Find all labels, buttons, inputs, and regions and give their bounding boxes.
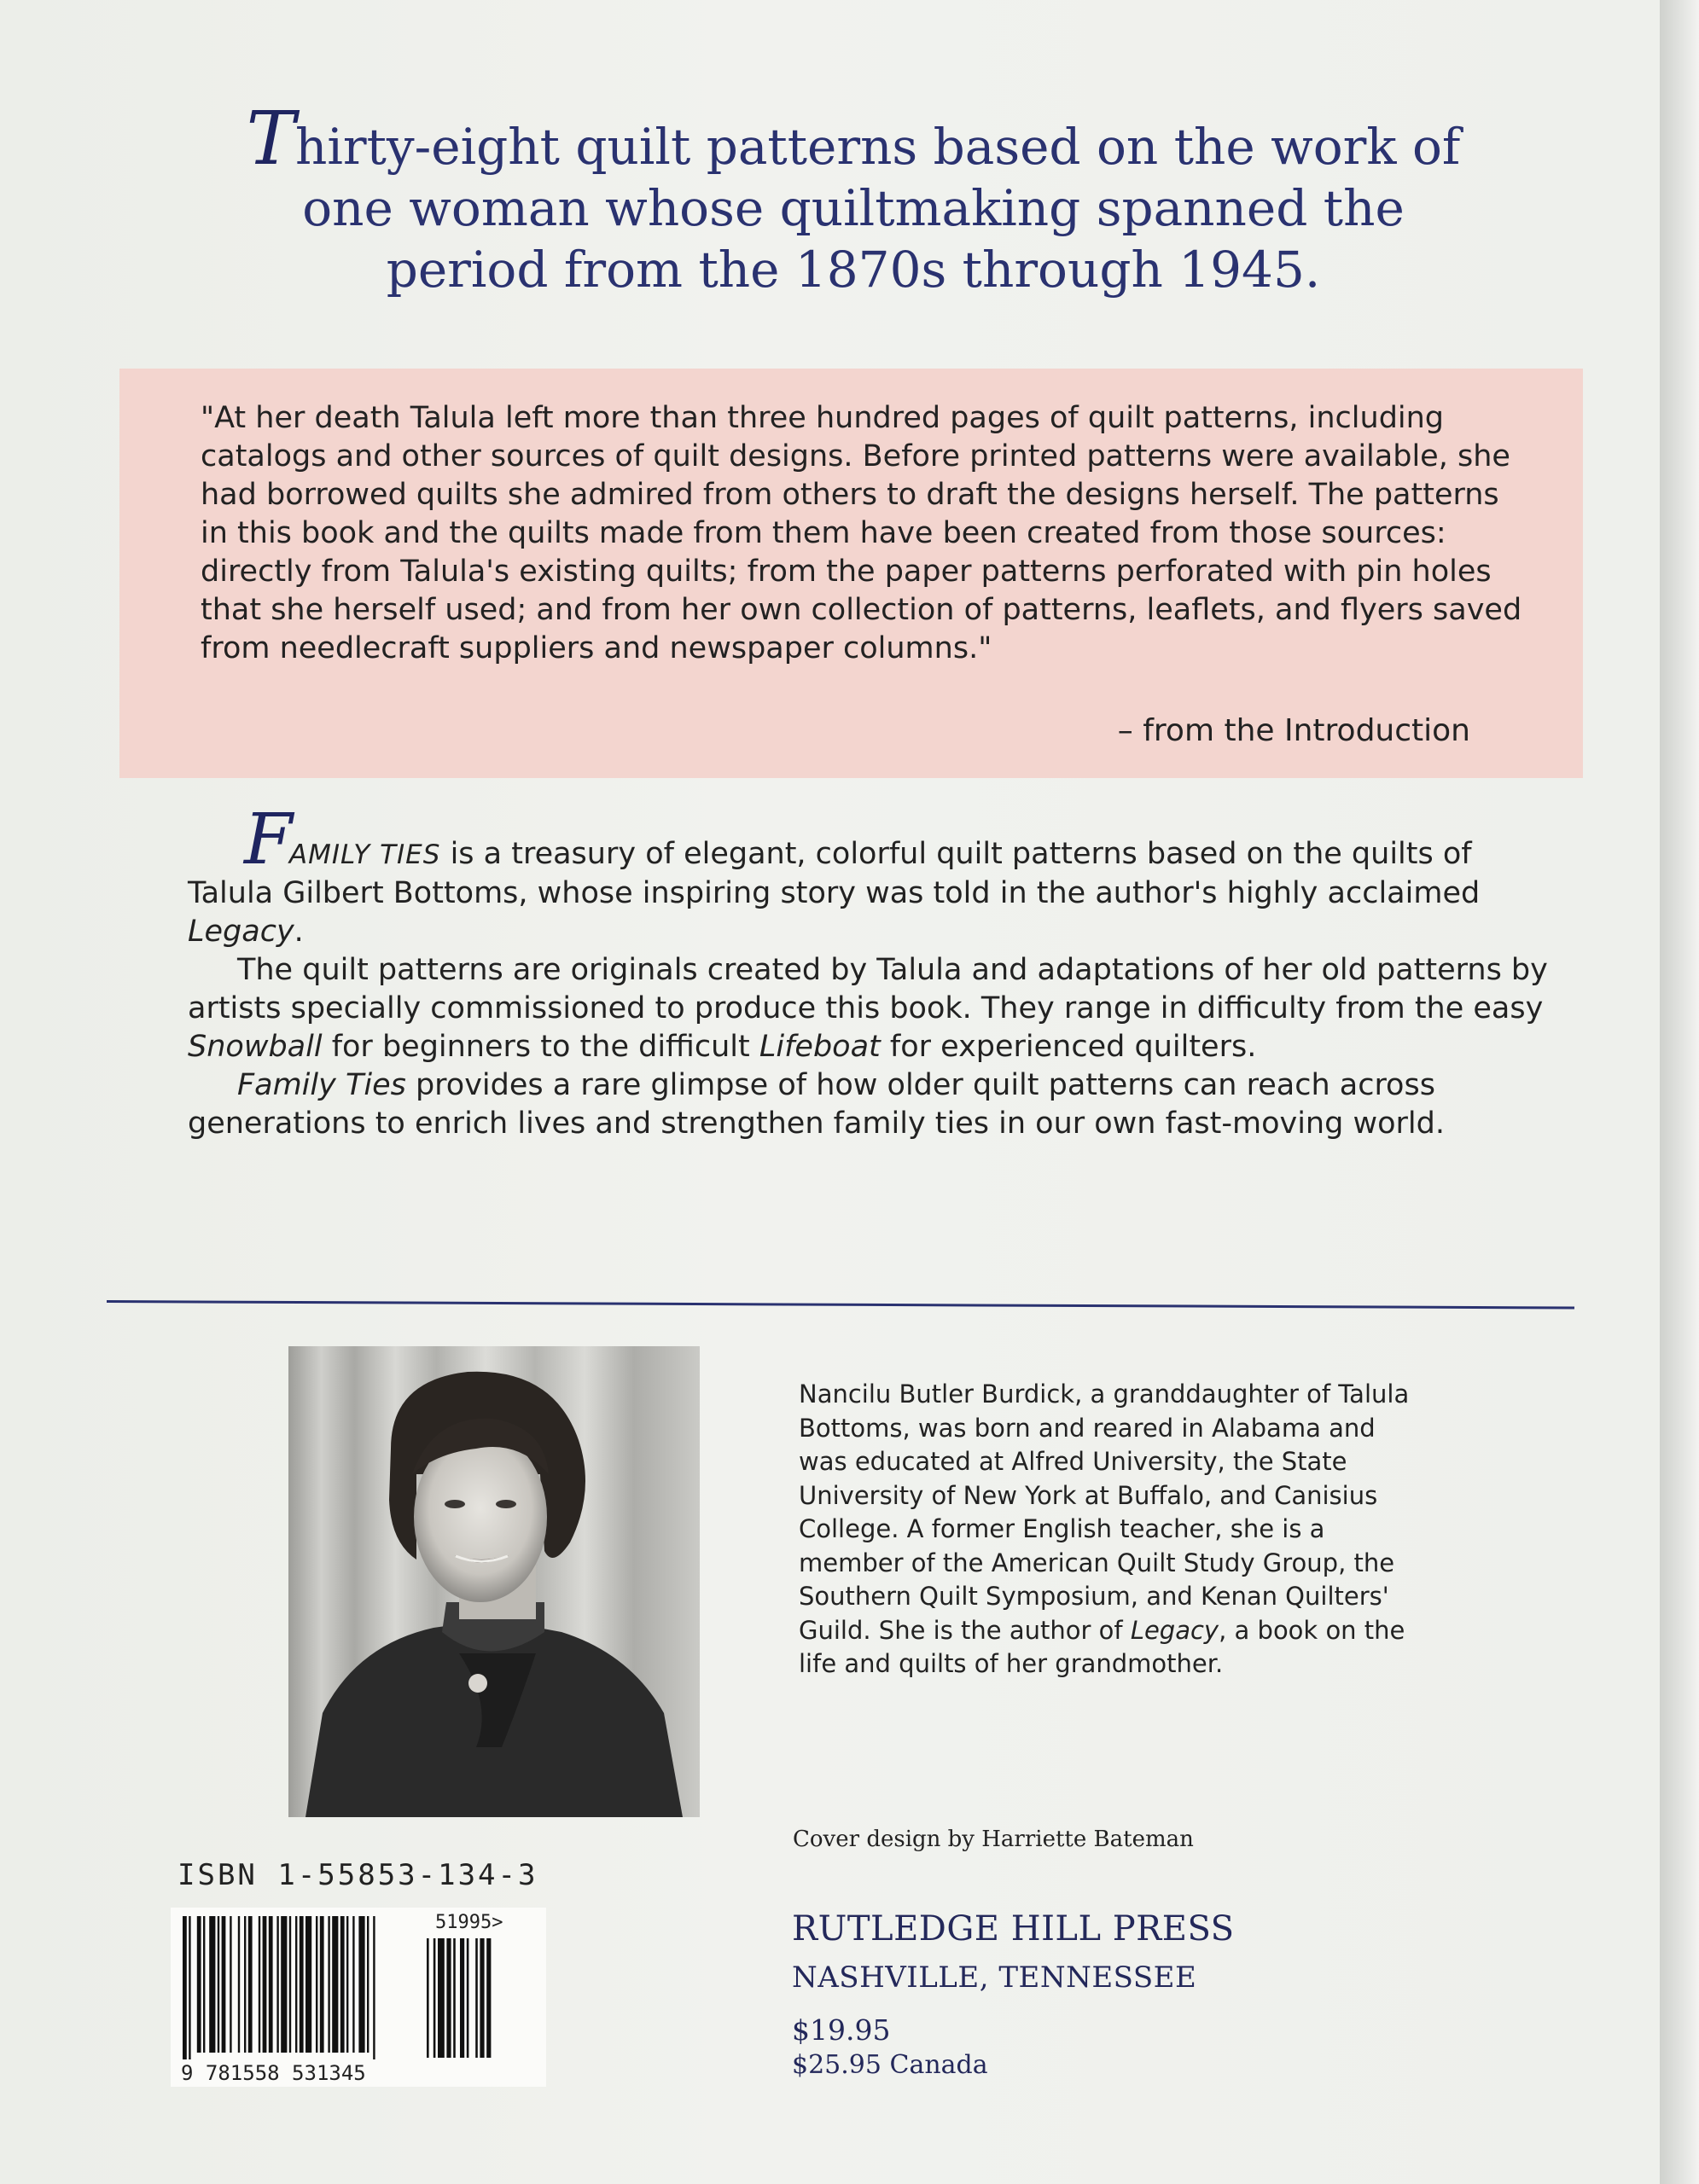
author-photo bbox=[288, 1346, 700, 1817]
author-bio bbox=[799, 1378, 1413, 1682]
snowball-title: Snowball bbox=[188, 1030, 323, 1064]
isbn: ISBN 1-55853-134-3 bbox=[177, 1858, 538, 1892]
description-text: provides a rare glimpse of how older quilt patterns can reach across generations to enrich lives and strengthen family ties in our own fast-moving world. bbox=[188, 1068, 1445, 1141]
barcode-bar bbox=[203, 1916, 205, 2053]
barcode-bar bbox=[244, 1916, 246, 2053]
author-portrait-image bbox=[288, 1346, 700, 1817]
legacy-title: Legacy bbox=[1130, 1615, 1219, 1645]
headline-initial: T bbox=[246, 96, 295, 182]
barcode-bar bbox=[373, 1916, 375, 2059]
barcode-bar bbox=[346, 1916, 348, 2053]
publisher-name: RUTLEDGE HILL PRESS bbox=[792, 1909, 1235, 1949]
barcode-bar bbox=[300, 1916, 304, 2053]
publisher-city: NASHVILLE, TENNESSEE bbox=[792, 1960, 1197, 1995]
barcode-bar bbox=[248, 1916, 253, 2053]
quote-box bbox=[119, 369, 1583, 778]
headline-line-3: period from the 1870s through 1945. bbox=[386, 241, 1321, 299]
quote-attribution: – from the Introduction bbox=[1117, 713, 1470, 748]
publisher bbox=[792, 1909, 1235, 1995]
barcode-addon-bar bbox=[460, 1938, 464, 2058]
barcode-bar bbox=[209, 1916, 215, 2053]
family-ties-title: Family Ties bbox=[237, 1068, 406, 1102]
description-initial: F bbox=[244, 799, 293, 880]
barcode-bar bbox=[340, 1916, 345, 2053]
barcode-bar bbox=[358, 1916, 364, 2053]
description-text: for beginners to the difficult bbox=[322, 1030, 759, 1064]
barcode-image bbox=[171, 1908, 546, 2087]
author-bio-text: , a book on the life and quilts of her grandmother. bbox=[799, 1615, 1405, 1678]
headline-line-1-text: hirty-eight quilt patterns based on the work of bbox=[294, 118, 1461, 176]
barcode-bar bbox=[316, 1916, 317, 2053]
barcode-bar bbox=[320, 1916, 324, 2053]
description-text: The quilt patterns are originals created by Talula and adaptations of her old patterns by artists specially commissioned to produce this book. They range in difficulty from the easy bbox=[188, 953, 1548, 1025]
price bbox=[792, 2013, 988, 2080]
barcode-bar bbox=[230, 1916, 231, 2053]
barcode-bar bbox=[289, 1916, 291, 2053]
barcode-bar bbox=[183, 1916, 187, 2059]
barcode-bar bbox=[218, 1916, 219, 2053]
barcode-bar bbox=[352, 1916, 354, 2053]
barcode-bar bbox=[328, 1916, 329, 2053]
headline-line-1 bbox=[162, 96, 1545, 182]
barcode-bar bbox=[295, 1916, 297, 2053]
description-paragraph-3 bbox=[188, 1066, 1553, 1143]
barcode-bar bbox=[281, 1916, 287, 2053]
barcode-bar bbox=[197, 1916, 201, 2053]
barcode-addon-bar bbox=[446, 1938, 451, 2058]
barcode-bar bbox=[238, 1916, 240, 2053]
barcode-bar bbox=[269, 1916, 273, 2053]
barcode-addon-bar bbox=[480, 1938, 484, 2058]
barcode-bar bbox=[189, 1916, 190, 2059]
barcode-addon-bar bbox=[475, 1938, 478, 2058]
headline bbox=[162, 96, 1545, 300]
description-text: . bbox=[294, 915, 304, 949]
description-paragraph-1 bbox=[188, 799, 1553, 951]
quote-text: "At her death Talula left more than three hundred pages of quilt patterns, including catalogs and other sources of quilt designs. Before printed patterns were available, she had borrowed quilts she admired from others to draft the designs herself. The patterns in this book and the quilts made from them have been created from those sources: directly from Talula's existing quilts; from the paper patterns perforated with pin holes that she herself used; and from her own collection of patterns, leaflets, and flyers saved from needlecraft suppliers and newspaper columns." bbox=[201, 401, 1522, 665]
author-bio-text: Nancilu Butler Burdick, a granddaughter of Talula Bottoms, was born and reared in Alabama and was educated at Alfred University, the State University of New York at Buffalo, and Canisius College. A former English teacher, she is a member of the American Quilt Study Group, the Southern Quilt Symposium, and Kenan Quilters' Guild. She is the author of bbox=[799, 1380, 1410, 1645]
cover-edge bbox=[1660, 0, 1699, 2184]
barcode-bar bbox=[332, 1916, 338, 2053]
description-text: is a treasury of elegant, colorful quilt patterns based on the quilts of Talula Gilbert Bottoms, whose inspiring story was told in the author's highly acclaimed bbox=[188, 837, 1481, 910]
barcode-addon-bar bbox=[438, 1938, 445, 2058]
price-us: $19.95 bbox=[792, 2013, 891, 2047]
description-text: for experienced quilters. bbox=[880, 1030, 1257, 1064]
price-canada: $25.95 Canada bbox=[792, 2050, 988, 2080]
barcode-bar bbox=[276, 1916, 278, 2053]
barcode-bar bbox=[259, 1916, 260, 2053]
barcode bbox=[171, 1908, 546, 2087]
barcode-bar bbox=[305, 1916, 311, 2053]
cover-design-credit: Cover design by Harriette Bateman bbox=[793, 1827, 1194, 1852]
book-title-inline: AMILY TIES bbox=[288, 839, 441, 870]
legacy-title: Legacy bbox=[188, 915, 294, 949]
barcode-addon-bar bbox=[486, 1938, 491, 2058]
barcode-addon-bar bbox=[453, 1938, 456, 2058]
barcode-bar bbox=[263, 1916, 267, 2053]
barcode-bar bbox=[367, 1916, 369, 2053]
barcode-number: 9 781558 531345 bbox=[181, 2061, 366, 2085]
headline-line-2: one woman whose quiltmaking spanned the bbox=[302, 179, 1405, 237]
description bbox=[188, 799, 1553, 1143]
description-paragraph-2 bbox=[188, 951, 1553, 1066]
barcode-addon-bar bbox=[467, 1938, 469, 2058]
barcode-addon-number: 51995> bbox=[435, 1912, 503, 1933]
barcode-bar bbox=[222, 1916, 226, 2053]
lifeboat-title: Lifeboat bbox=[759, 1030, 881, 1064]
barcode-addon-bar bbox=[433, 1938, 436, 2058]
barcode-addon-bar bbox=[427, 1938, 429, 2058]
